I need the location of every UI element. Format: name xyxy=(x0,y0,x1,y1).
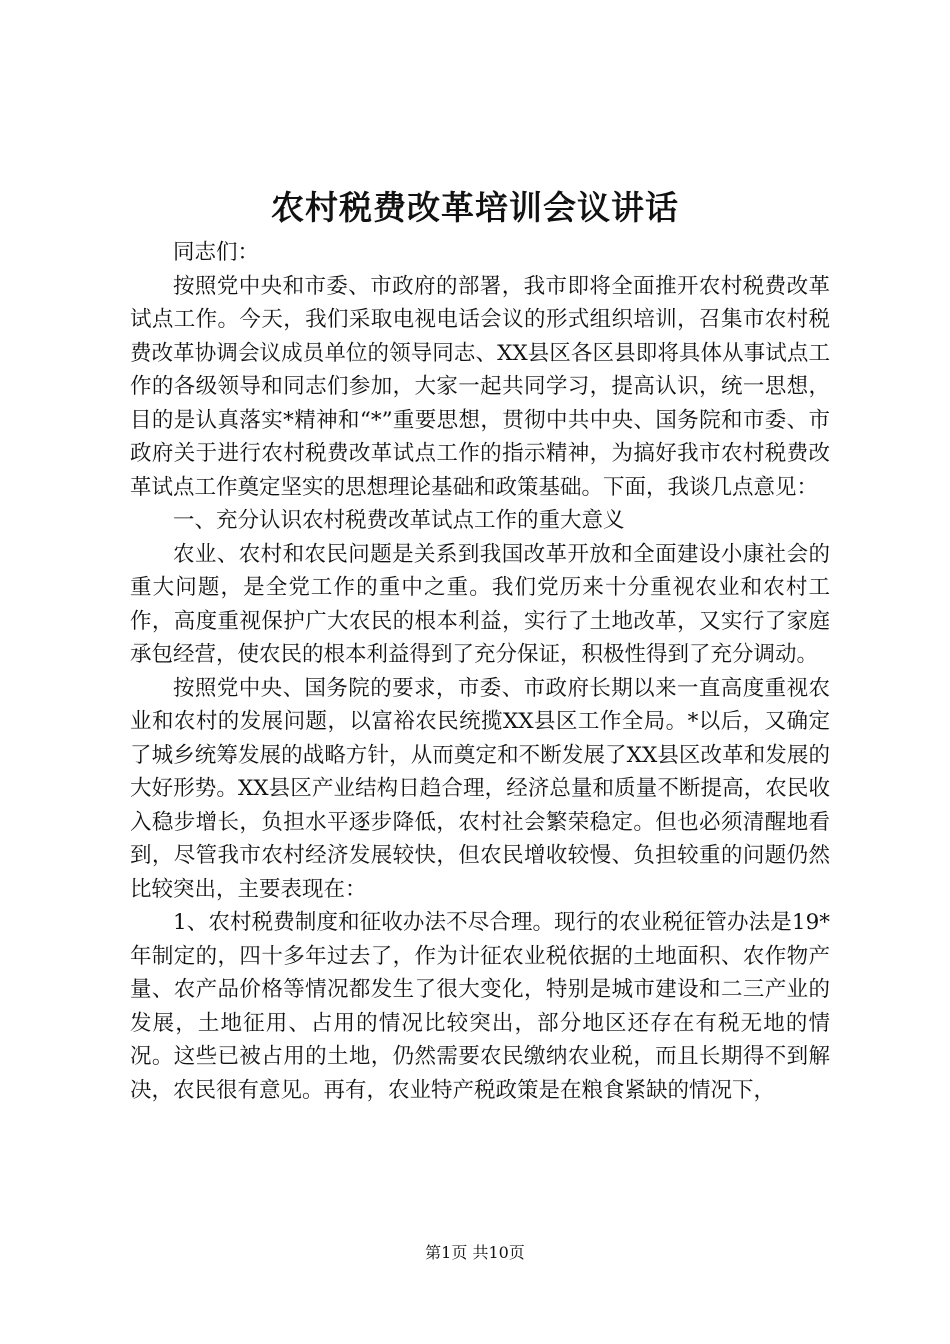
body-paragraph: 按照党中央、国务院的要求，市委、市政府长期以来一直高度重视农业和农村的发展问题，以富裕农民统揽XX县区工作全局。*以后，又确定了城乡统筹发展的战略方针，从而奠定和不断发展了XX县区改革和发展的大好形势。XX县区产业结构日趋合理，经济总量和质量不断提高，农民收入稳步增长，负担水平逐步降低，农村社会繁荣稳定。但也必须清醒地看到，尽管我市农村经济发展较快，但农民增收较慢、负担较重的问题仍然比较突出，主要表现在： xyxy=(130,675,830,902)
section-heading: 一、充分认识农村税费改革试点工作的重大意义 xyxy=(173,508,625,533)
greeting-paragraph: 同志们： xyxy=(173,240,260,265)
page-footer: 第1页 共10页 xyxy=(425,1243,525,1262)
intro-paragraph: 按照党中央和市委、市政府的部署，我市即将全面推开农村税费改革试点工作。今天，我们采取电视电话会议的形式组织培训，召集市农村税费改革协调会议成员单位的领导同志、XX县区各区县即将具体从事试点工作的各级领导和同志们参加，大家一起共同学习，提高认识，统一思想，目的是认真落实*精神和“*”重要思想，贯彻中共中央、国务院和市委、市政府关于进行农村税费改革试点工作的指示精神，为搞好我市农村税费改革试点工作奠定坚实的思想理论基础和政策基础。下面，我谈几点意见： xyxy=(130,273,830,500)
document-body xyxy=(130,236,830,1107)
document-title: 农村税费改革培训会议讲话 xyxy=(271,188,679,227)
body-paragraph: 1、农村税费制度和征收办法不尽合理。现行的农业税征管办法是19*年制定的，四十多年过去了，作为计征农业税依据的土地面积、农作物产量、农产品价格等情况都发生了很大变化，特别是城市建设和二三产业的发展，土地征用、占用的情况比较突出，部分地区还存在有税无地的情况。这些已被占用的土地，仍然需要农民缴纳农业税，而且长期得不到解决，农民很有意见。再有，农业特产税政策是在粮食紧缺的情况下， xyxy=(130,910,830,1103)
body-paragraph: 农业、农村和农民问题是关系到我国改革开放和全面建设小康社会的重大问题，是全党工作的重中之重。我们党历来十分重视农业和农村工作，高度重视保护广大农民的根本利益，实行了土地改革，又实行了家庭承包经营，使农民的根本利益得到了充分保证，积极性得到了充分调动。 xyxy=(130,541,830,667)
